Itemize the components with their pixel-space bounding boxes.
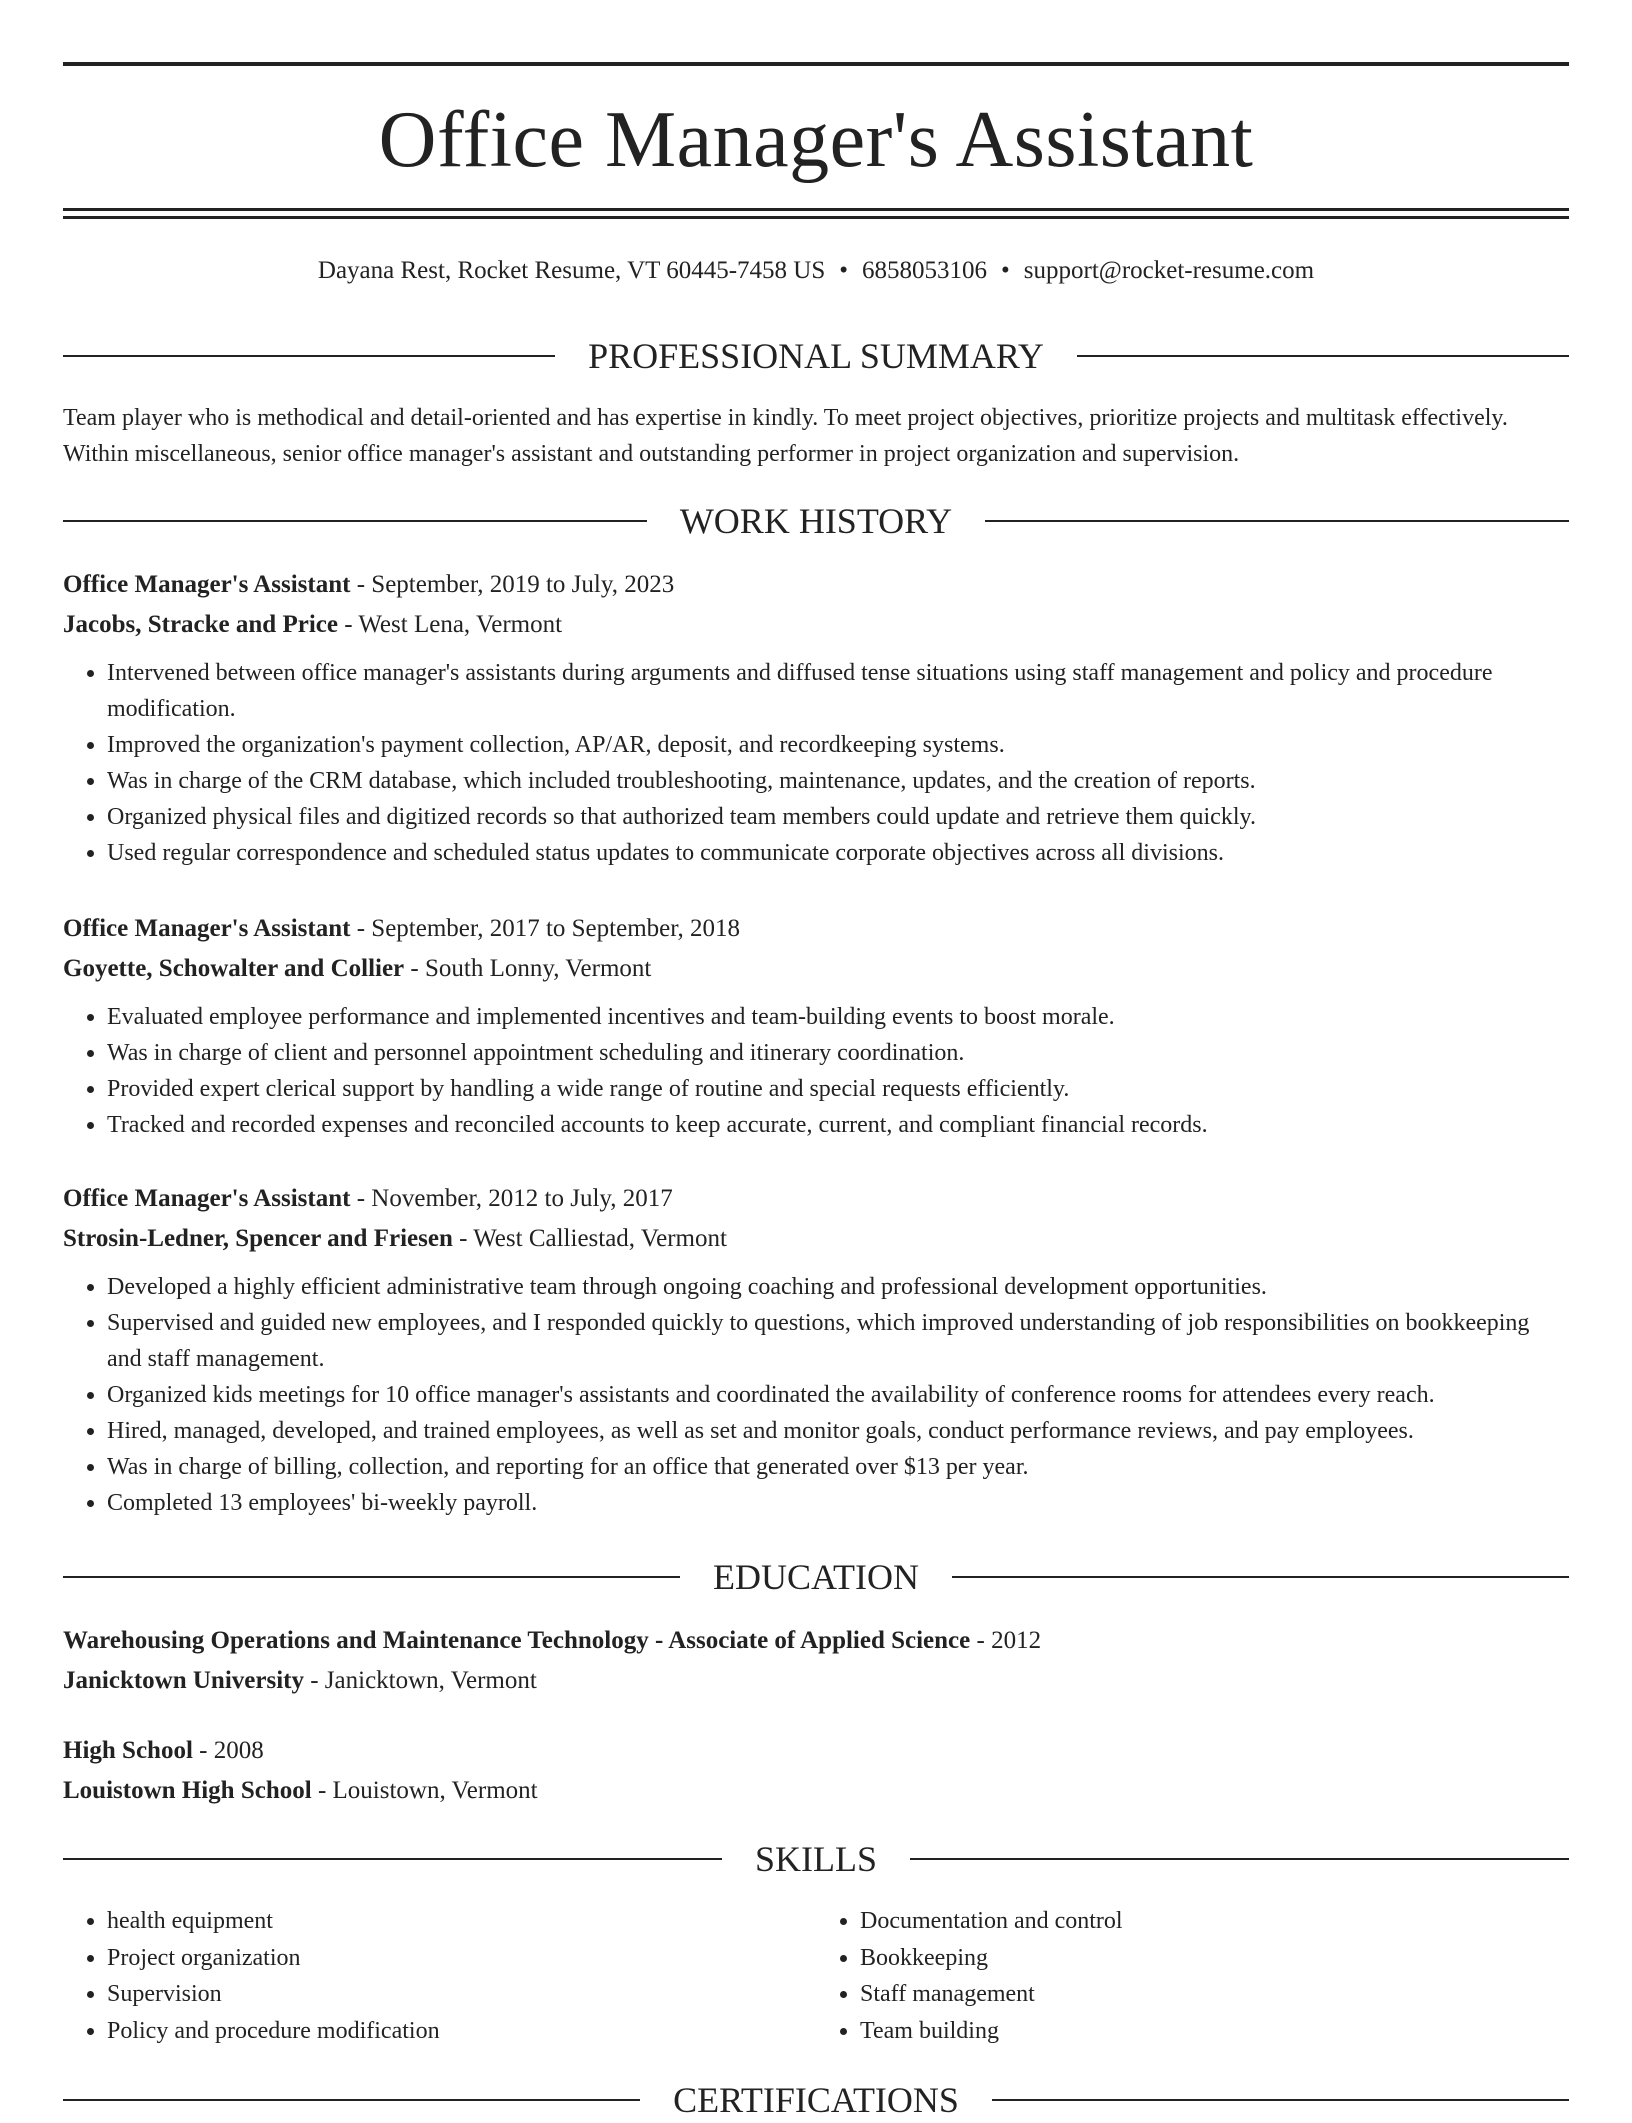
job-bullets [63,655,1569,871]
contact-separator: • [839,257,849,284]
job-company: Jacobs, Stracke and Price [63,611,338,638]
skill-item: • Policy and procedure modification [107,2013,816,2050]
section-heading-skills [63,1836,1569,1882]
education-location: - Louistown, Vermont [311,1777,538,1804]
list-item: • Provided expert clerical support by handling a wide range of routine and special requests efficiently. [107,1071,1569,1107]
job-company: Goyette, Schowalter and Collier [63,955,405,982]
job-company-row [63,605,1569,645]
education-year: - 2012 [970,1627,1042,1654]
heading-rule [992,2099,1569,2101]
skills-list [63,1903,1569,2049]
contact-address: Dayana Rest, Rocket Resume, VT 60445-7458 US [317,257,826,284]
list-item: • Hired, managed, developed, and trained employees, as well as set and monitor goals, conduct performance reviews, and pay employees. [107,1413,1569,1449]
skill-item: • Team building [860,2013,1569,2050]
list-item: • Evaluated employee performance and implemented incentives and team-building events to boost morale. [107,999,1569,1035]
education-entry [63,1731,1569,1811]
heading-rule [985,520,1569,522]
job-location: - South Lonny, Vermont [404,955,652,982]
skill-item: • health equipment [107,1903,816,1940]
job-title-row [63,565,1569,605]
heading-rule [952,1576,1569,1578]
job-title: Office Manager's Assistant [63,915,351,942]
section-heading-label: CERTIFICATIONS [673,2080,959,2120]
job-location: - West Calliestad, Vermont [452,1225,727,1252]
skill-item: • Project organization [107,1940,816,1977]
education-degree-row [63,1731,1569,1771]
list-item: • Intervened between office manager's assistants during arguments and diffused tense situations using staff management and policy and procedure modification. [107,655,1569,727]
contact-separator: • [1001,257,1010,284]
section-heading-summary [63,333,1569,379]
list-item: • Was in charge of client and personnel appointment scheduling and itinerary coordination. [107,1035,1569,1071]
section-heading-work-history [63,498,1569,544]
job-title: Office Manager's Assistant [63,1185,351,1212]
job-location: - West Lena, Vermont [337,611,563,638]
heading-rule [910,1858,1569,1860]
education-school-row [63,1661,1569,1701]
heading-rule [63,2099,640,2101]
summary-text: Team player who is methodical and detail-oriented and has expertise in kindly. To meet project objectives, prioritize projects and multitask effectively. Within miscellaneous, senior office manager's assistant and outstanding performer in project organization and supervision. [63,405,1508,467]
list-item: • Developed a highly efficient administrative team through ongoing coaching and professional development opportunities. [107,1269,1569,1305]
list-item: • Tracked and recorded expenses and reconciled accounts to keep accurate, current, and compliant financial records. [107,1107,1569,1143]
contact-email: support@rocket-resume.com [1023,257,1315,284]
job-title-row [63,1179,1569,1219]
list-item: • Used regular correspondence and scheduled status updates to communicate corporate objectives across all divisions. [107,835,1569,871]
job-entry [63,909,1569,1143]
list-item: • Improved the organization's payment collection, AP/AR, deposit, and recordkeeping systems. [107,727,1569,763]
education-location: - Janicktown, Vermont [303,1667,537,1694]
heading-rule [63,520,647,522]
top-rule [63,62,1569,66]
skill-item: • Staff management [860,1976,1569,2013]
section-heading-label: PROFESSIONAL SUMMARY [588,336,1044,376]
skill-item: • Documentation and control [860,1903,1569,1940]
job-entry [63,1179,1569,1521]
education-entry [63,1621,1569,1701]
list-item: • Was in charge of the CRM database, which included troubleshooting, maintenance, updates, and the creation of reports. [107,763,1569,799]
section-heading-label: WORK HISTORY [679,501,953,541]
skill-item: • Bookkeeping [860,1940,1569,1977]
title-rule-upper [63,208,1569,211]
section-heading-label: EDUCATION [713,1557,919,1597]
skills-column-left [63,1903,816,2049]
section-heading-education [63,1554,1569,1600]
education-degree: High School [63,1737,193,1764]
job-dates: - November, 2012 to July, 2017 [350,1185,673,1212]
list-item: • Supervised and guided new employees, and I responded quickly to questions, which improved understanding of job responsibilities on bookkeeping and staff management. [107,1305,1569,1377]
heading-rule [63,355,555,357]
job-bullets [63,1269,1569,1521]
job-entry [63,565,1569,871]
title-rule-lower [63,216,1569,219]
contact-phone: 6858053106 [862,257,988,284]
job-title: Office Manager's Assistant [63,571,351,598]
list-item: • Completed 13 employees' bi-weekly payroll. [107,1485,1569,1521]
section-heading-label: SKILLS [755,1839,878,1879]
education-school-row [63,1771,1569,1811]
job-company: Strosin-Ledner, Spencer and Friesen [63,1225,453,1252]
job-dates: - September, 2019 to July, 2023 [350,571,675,598]
job-bullets [63,999,1569,1143]
list-item: • Organized physical files and digitized records so that authorized team members could update and retrieve them quickly. [107,799,1569,835]
job-title-row [63,909,1569,949]
list-item: • Was in charge of billing, collection, and reporting for an office that generated over $13 per year. [107,1449,1569,1485]
heading-rule [63,1858,722,1860]
skill-item: • Supervision [107,1976,816,2013]
list-item: • Organized kids meetings for 10 office manager's assistants and coordinated the availability of conference rooms for attendees every reach. [107,1377,1569,1413]
education-degree: Warehousing Operations and Maintenance Technology - Associate of Applied Science [63,1627,971,1654]
education-school: Louistown High School [63,1777,312,1804]
section-heading-certifications [63,2077,1569,2123]
job-dates: - September, 2017 to September, 2018 [350,915,741,942]
education-degree-row [63,1621,1569,1661]
heading-rule [1077,355,1569,357]
heading-rule [63,1576,680,1578]
job-company-row [63,949,1569,989]
contact-line [63,254,1569,288]
education-year: - 2008 [192,1737,264,1764]
resume-title: Office Manager's Assistant [378,96,1254,184]
job-company-row [63,1219,1569,1259]
education-school: Janicktown University [63,1667,304,1694]
skills-column-right [816,1903,1569,2049]
